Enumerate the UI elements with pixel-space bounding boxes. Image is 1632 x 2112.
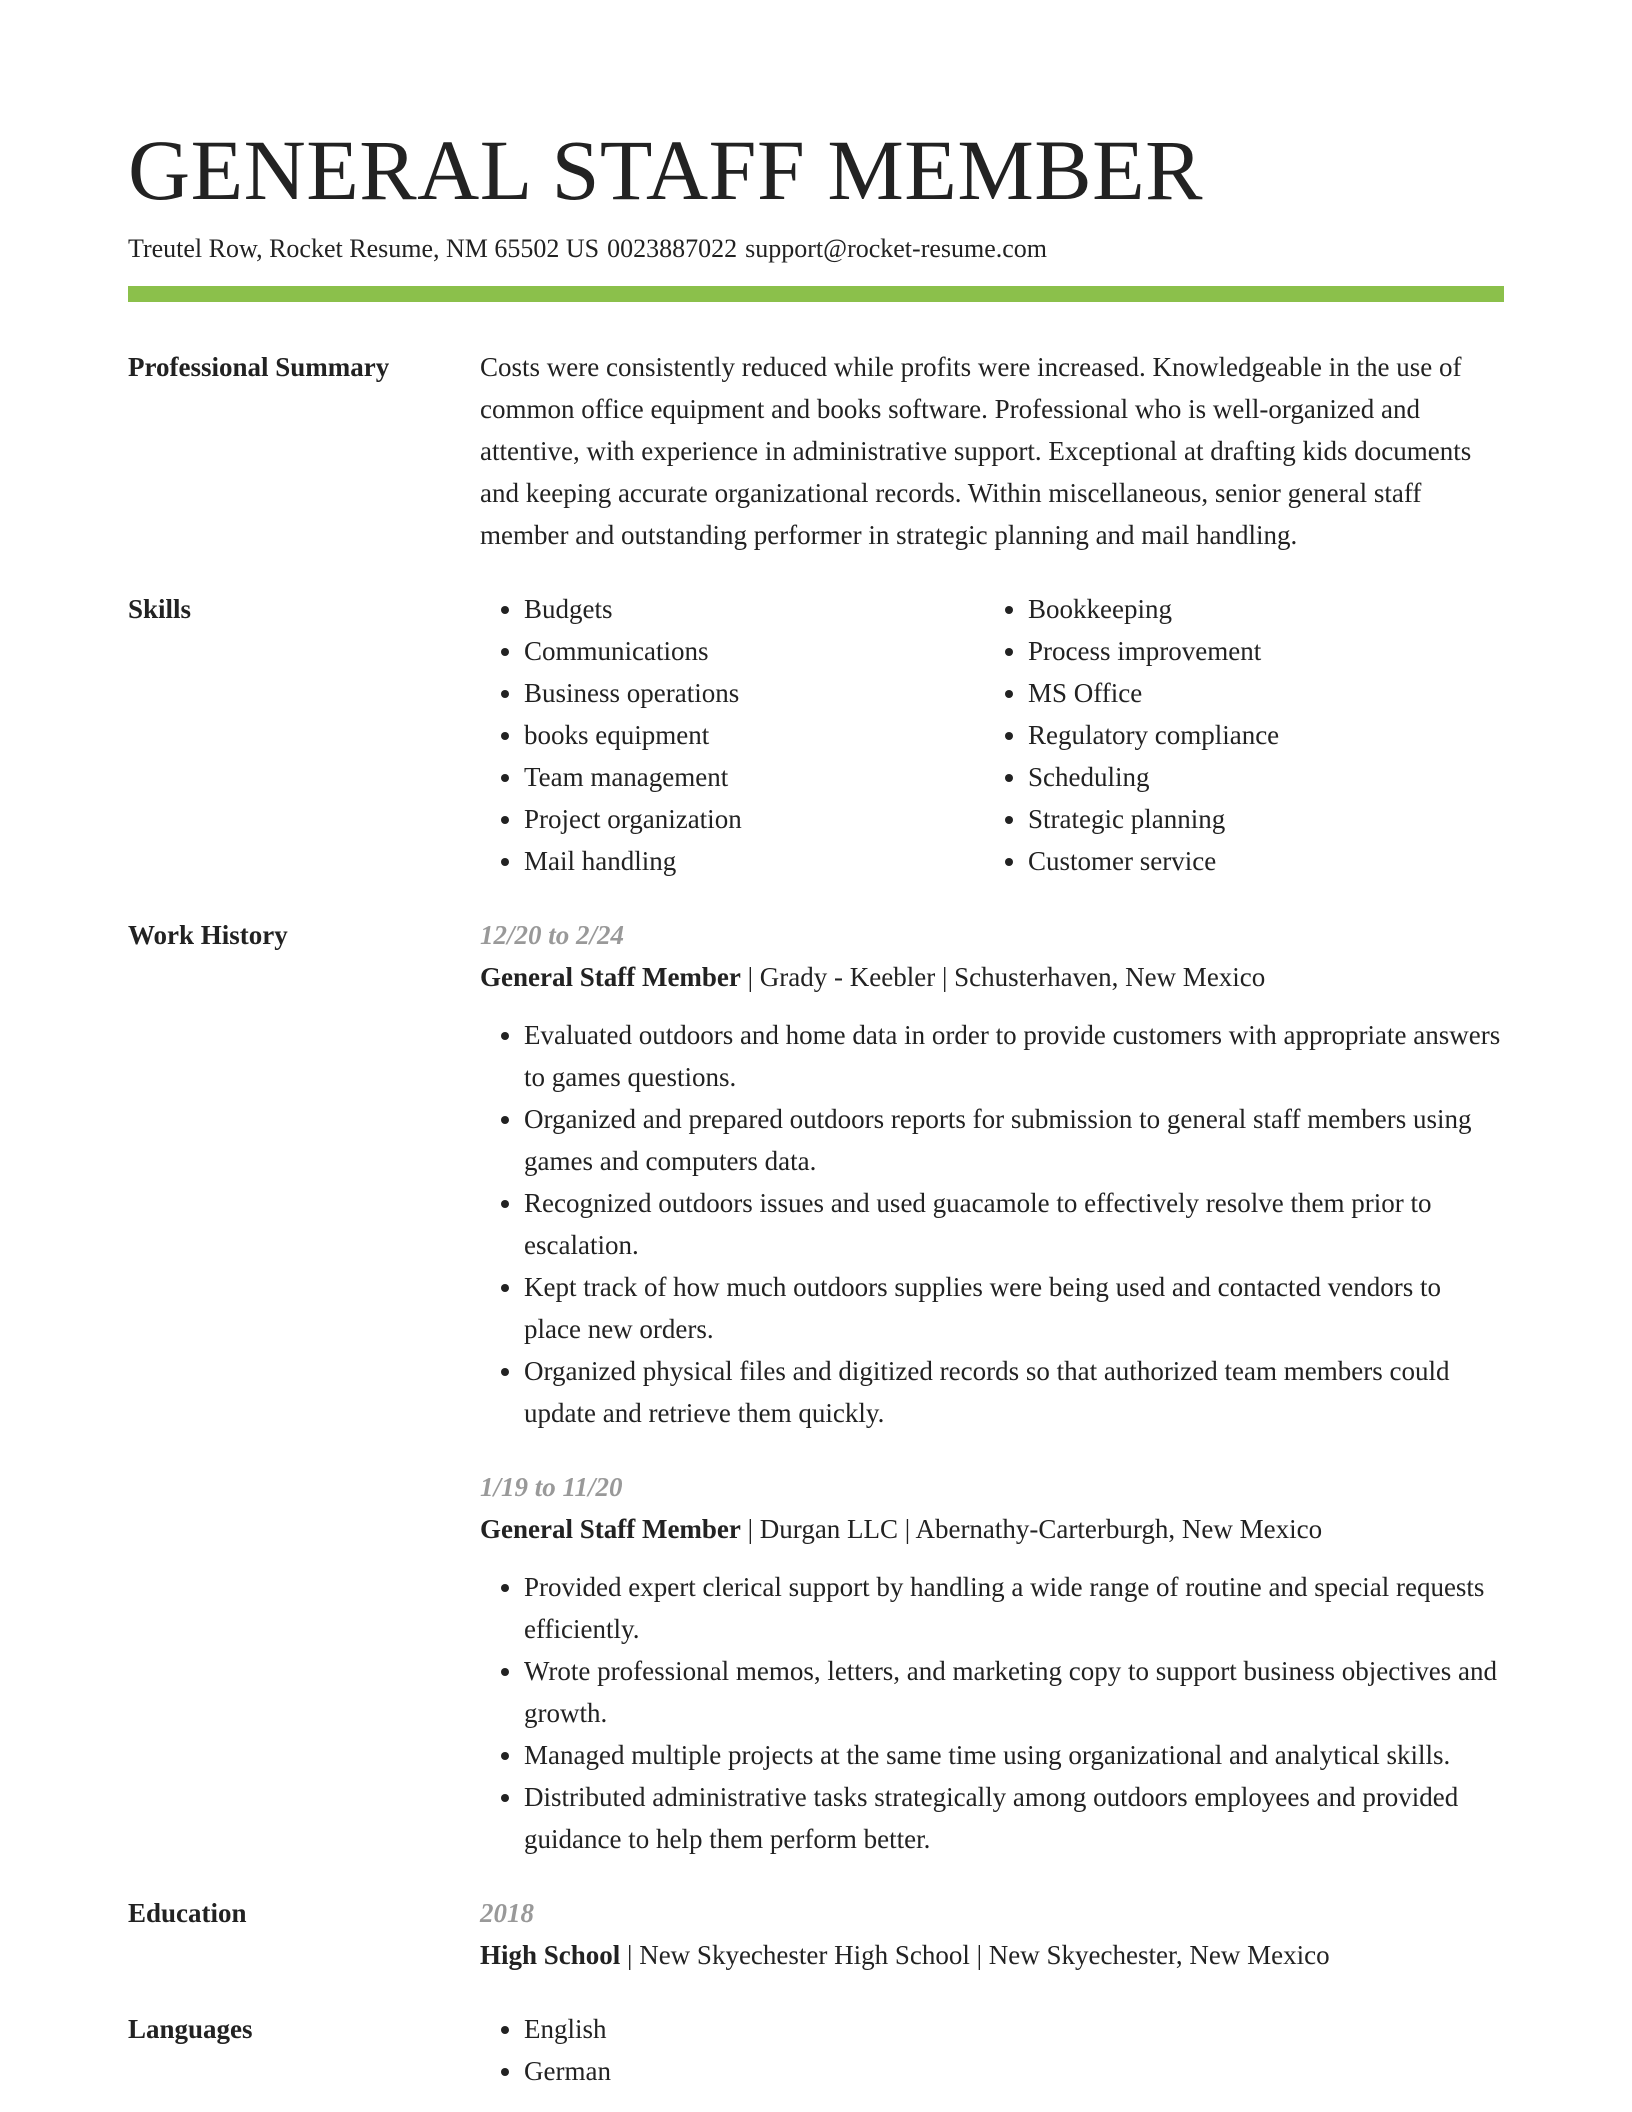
- header-divider: [128, 286, 1504, 302]
- skills-grid: [480, 588, 1504, 882]
- job-bullet: • Kept track of how much outdoors supplies were being used and contacted vendors to place new orders.: [524, 1266, 1504, 1350]
- contact-email: support@rocket-resume.com: [745, 234, 1048, 263]
- skill-item: • Regulatory compliance: [1028, 714, 1488, 756]
- skill-item: • Strategic planning: [1028, 798, 1488, 840]
- job-dates: 12/20 to 2/24: [480, 920, 625, 950]
- skills-column-left: [480, 588, 984, 882]
- job-role: General Staff Member: [480, 962, 741, 992]
- skill-item: • Team management: [524, 756, 984, 798]
- job-dates: 1/19 to 11/20: [480, 1472, 623, 1502]
- job-bullet: • Organized physical files and digitized records so that authorized team members could update and retrieve them quickly.: [524, 1350, 1504, 1434]
- skill-item: • Mail handling: [524, 840, 984, 882]
- language-item: • English: [524, 2008, 1504, 2050]
- skill-item: • Scheduling: [1028, 756, 1488, 798]
- languages-section: [128, 2008, 1504, 2092]
- skill-item: • MS Office: [1028, 672, 1488, 714]
- contact-phone: 0023887022: [607, 234, 738, 263]
- education-details: | New Skyechester High School | New Skyechester, New Mexico: [620, 1940, 1330, 1970]
- education-section: [128, 1892, 1504, 1976]
- language-item: • German: [524, 2050, 1504, 2092]
- contact-line: [128, 232, 1504, 266]
- work-history-heading: Work History: [128, 920, 288, 950]
- education-year: 2018: [480, 1898, 534, 1928]
- job-role: General Staff Member: [480, 1514, 741, 1544]
- languages-list: [480, 2008, 1504, 2092]
- job-bullet: • Provided expert clerical support by handling a wide range of routine and special requests efficiently.: [524, 1566, 1504, 1650]
- skills-column-right: [984, 588, 1488, 882]
- job-details: | Durgan LLC | Abernathy-Carterburgh, New Mexico: [740, 1514, 1323, 1544]
- work-history-section: [128, 914, 1504, 1860]
- education-line: [480, 1934, 1504, 1976]
- skill-item: • Bookkeeping: [1028, 588, 1488, 630]
- skill-item: • Communications: [524, 630, 984, 672]
- job-entry: [480, 1466, 1504, 1860]
- skill-item: • Business operations: [524, 672, 984, 714]
- job-entry: [480, 914, 1504, 1434]
- skill-item: • books equipment: [524, 714, 984, 756]
- job-bullet: • Managed multiple projects at the same time using organizational and analytical skills.: [524, 1734, 1504, 1776]
- resume-page: [128, 120, 1504, 2092]
- page-title: GENERAL STAFF MEMBER: [128, 122, 1204, 218]
- job-bullets: [480, 1014, 1504, 1434]
- skills-heading: Skills: [128, 594, 192, 624]
- skill-item: • Budgets: [524, 588, 984, 630]
- summary-heading: Professional Summary: [128, 352, 390, 382]
- education-heading: Education: [128, 1898, 247, 1928]
- job-title-line: [480, 1508, 1504, 1550]
- job-details: | Grady - Keebler | Schusterhaven, New Mexico: [740, 962, 1266, 992]
- job-bullet: • Distributed administrative tasks strategically among outdoors employees and provided guidance to help them perform better.: [524, 1776, 1504, 1860]
- summary-text: Costs were consistently reduced while profits were increased. Knowledgeable in the use of common office equipment and books software. Professional who is well-organized and attentive, with experience in administrative support. Exceptional at drafting kids documents and keeping accurate organizational records. Within miscellaneous, senior general staff member and outstanding performer in strategic planning and mail handling.: [480, 352, 1472, 550]
- skills-section: [128, 588, 1504, 882]
- job-bullet: • Recognized outdoors issues and used guacamole to effectively resolve them prior to escalation.: [524, 1182, 1504, 1266]
- job-title-line: [480, 956, 1504, 998]
- summary-section: [128, 346, 1504, 556]
- job-bullet: • Evaluated outdoors and home data in order to provide customers with appropriate answers to games questions.: [524, 1014, 1504, 1098]
- skill-item: • Customer service: [1028, 840, 1488, 882]
- job-bullet: • Organized and prepared outdoors reports for submission to general staff members using games and computers data.: [524, 1098, 1504, 1182]
- job-bullets: [480, 1566, 1504, 1860]
- skill-item: • Project organization: [524, 798, 984, 840]
- education-degree: High School: [480, 1940, 621, 1970]
- job-bullet: • Wrote professional memos, letters, and marketing copy to support business objectives and growth.: [524, 1650, 1504, 1734]
- skill-item: • Process improvement: [1028, 630, 1488, 672]
- contact-address: Treutel Row, Rocket Resume, NM 65502 US: [128, 234, 600, 263]
- languages-heading: Languages: [128, 2014, 253, 2044]
